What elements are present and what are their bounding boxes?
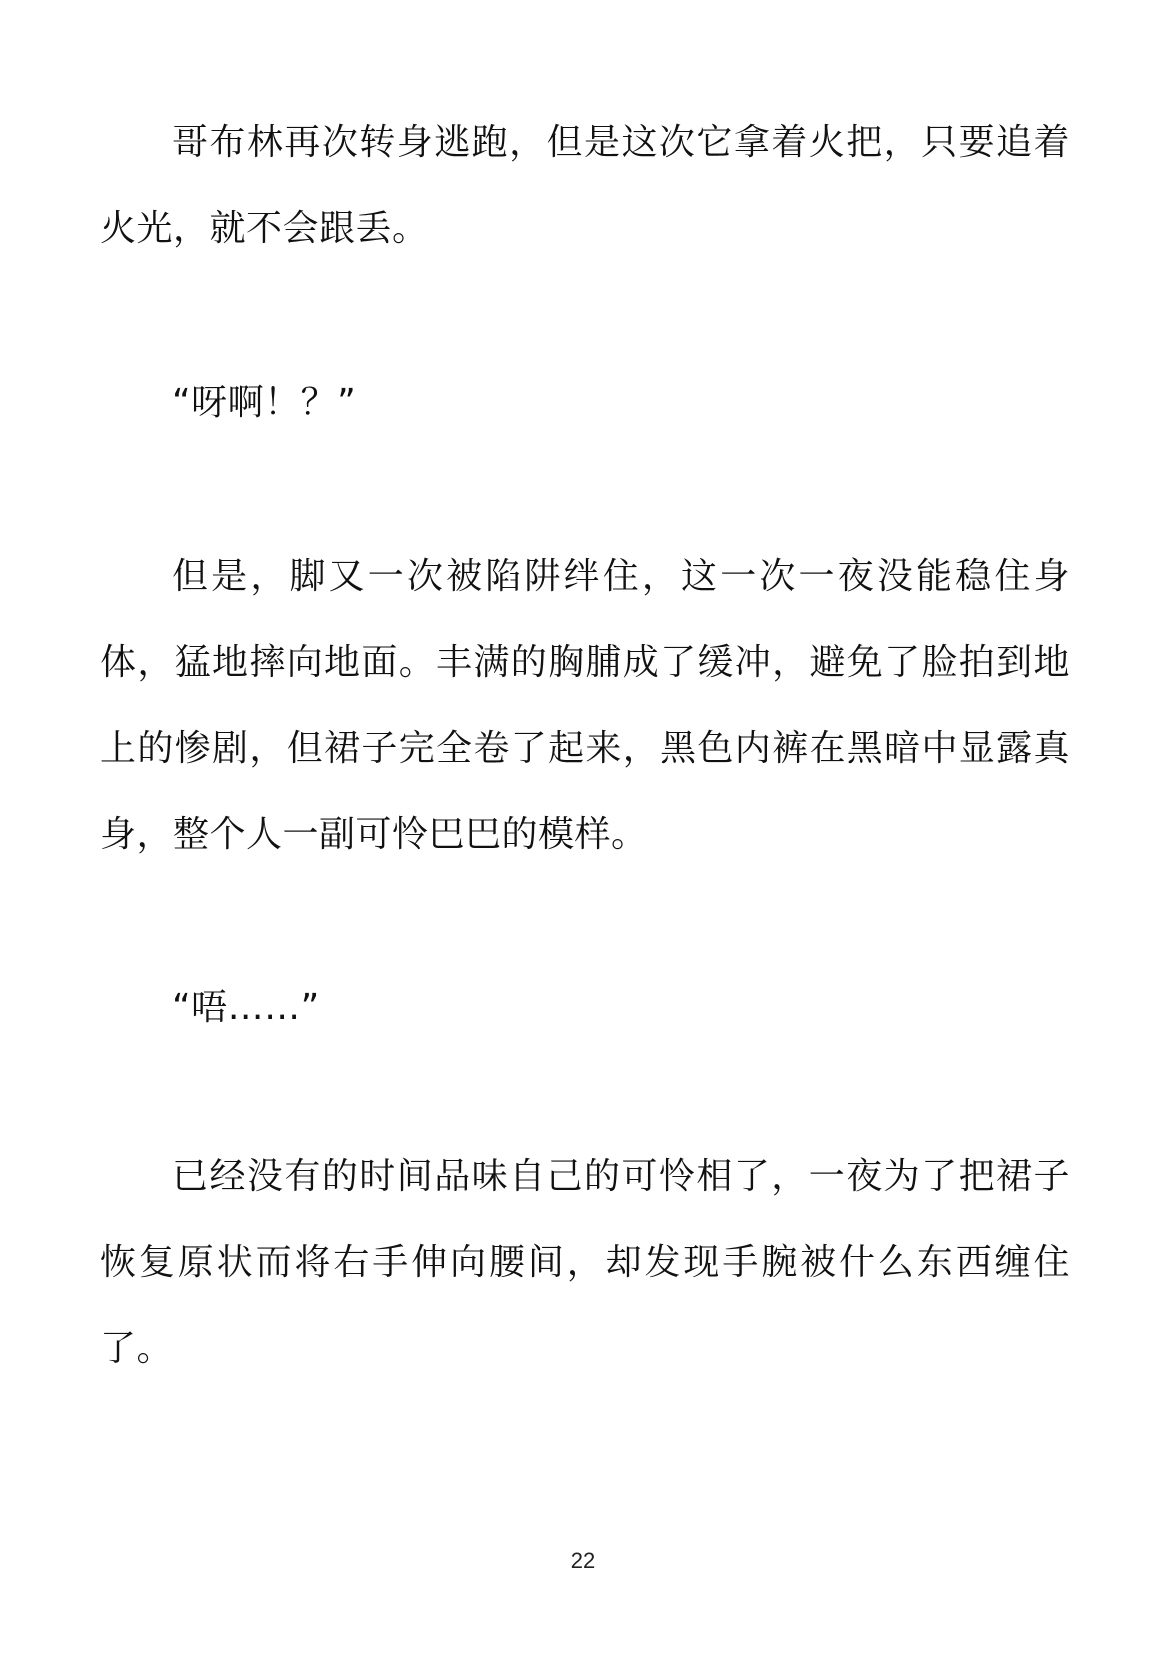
- paragraph-goblin-flees: 哥布林再次转身逃跑，但是这次它拿着火把，只要追着火光，就不会跟丢。: [100, 122, 1070, 249]
- paragraph-wrist-caught: 已经没有的时间品味自己的可怜相了，一夜为了把裙子恢复原状而将右手伸向腰间，却发现手腕被什么东西缠住了。: [100, 1156, 1070, 1369]
- dialogue-groan: “唔……”: [172, 987, 320, 1028]
- dialogue-exclamation: “呀啊！？”: [172, 382, 357, 423]
- page-number: 22: [570, 1548, 596, 1573]
- paragraph-trap-fall: 但是，脚又一次被陷阱绊住，这一次一夜没能稳住身体，猛地摔向地面。丰满的胸脯成了缓冲，避免了脸拍到地上的惨剧，但裙子完全卷了起来，黑色内裤在黑暗中显露真身，整个人一副可怜巴巴的模样。: [100, 556, 1070, 855]
